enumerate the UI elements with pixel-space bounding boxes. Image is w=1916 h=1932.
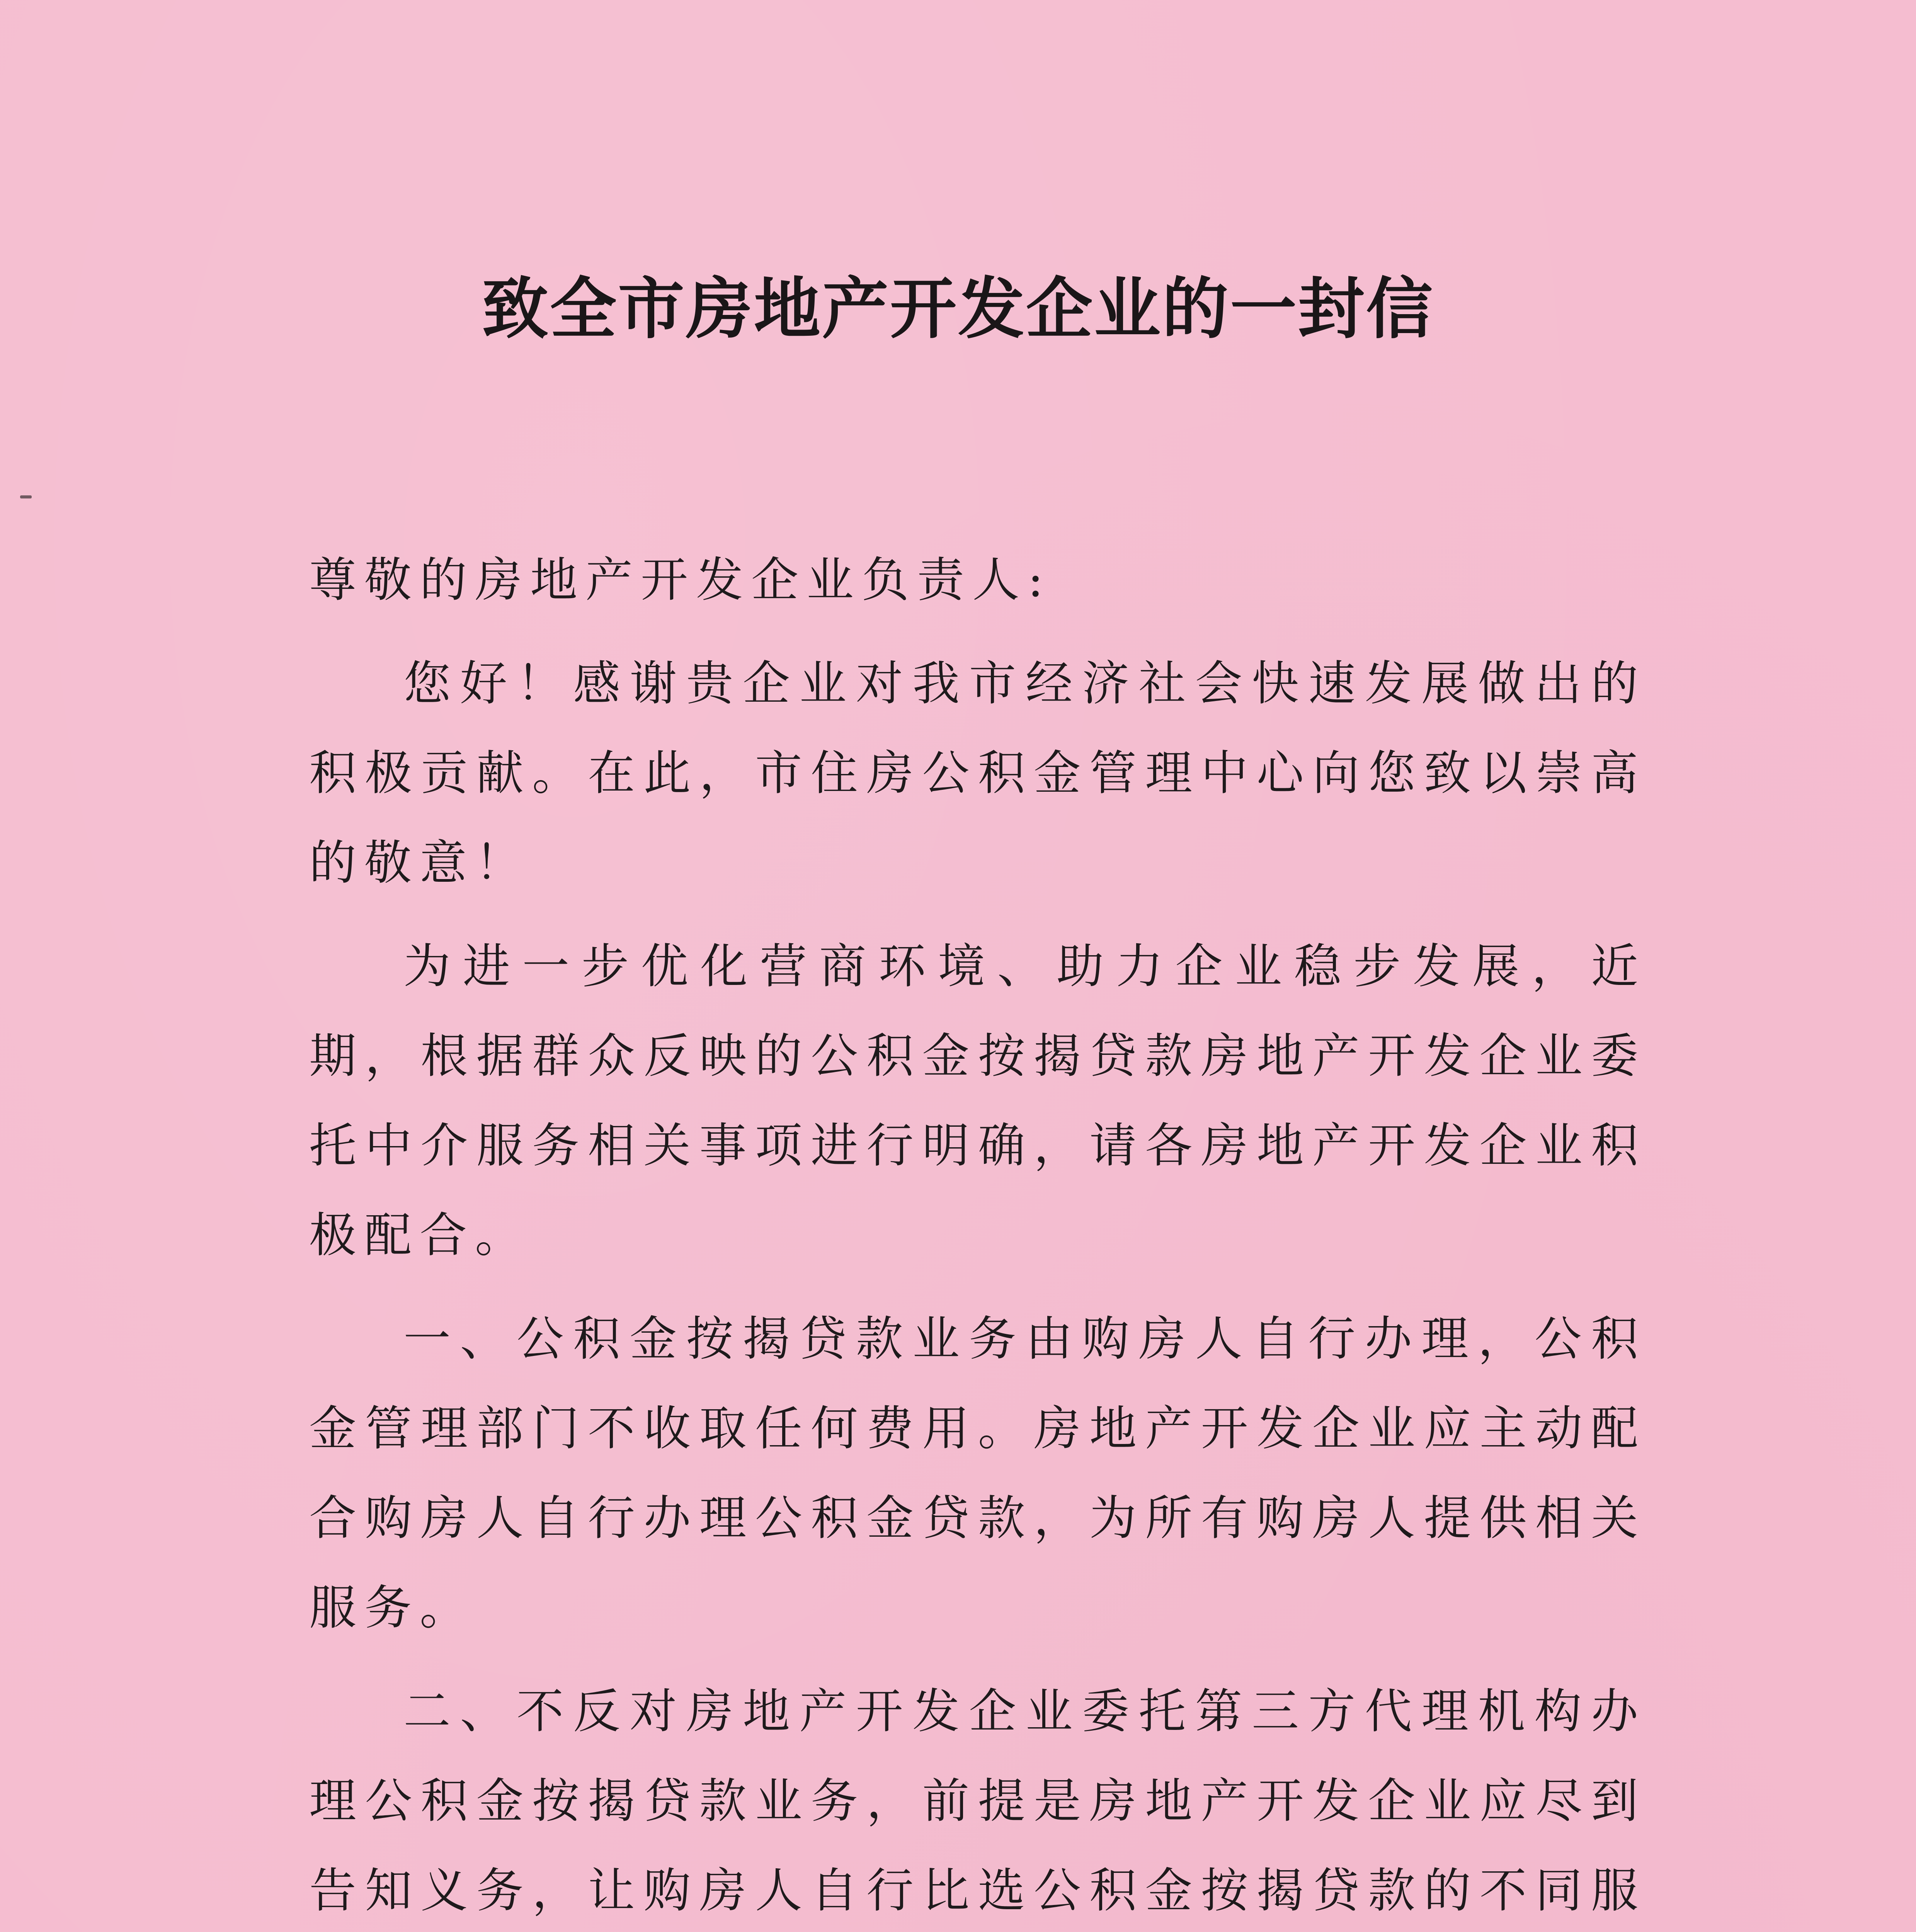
paragraph-item-2: 二、不反对房地产开发企业委托第三方代理机构办理公积金按揭贷款业务，前提是房地产开发企业应尽到告知义务，让购房人自行比选公积金按揭贷款的不同服 — [309, 1684, 1646, 1918]
letter-body — [309, 535, 1646, 1932]
salutation: 尊敬的房地产开发企业负责人: — [309, 553, 1052, 607]
scan-mark — [20, 495, 32, 498]
paragraph-item-1: 一、公积金按揭贷款业务由购房人自行办理，公积金管理部门不收取任何费用。房地产开发企业应主动配合购房人自行办理公积金贷款，为所有购房人提供相关服务。 — [309, 1311, 1646, 1635]
paragraph-intro: 为进一步优化营商环境、助力企业稳步发展，近期，根据群众反映的公积金按揭贷款房地产开发企业委托中介服务相关事项进行明确，请各房地产开发企业积极配合。 — [309, 939, 1646, 1263]
document-title: 致全市房地产开发企业的一封信 — [482, 270, 1434, 348]
paragraph-greeting: 您好！感谢贵企业对我市经济社会快速发展做出的积极贡献。在此，市住房公积金管理中心向您致以崇高的敬意！ — [309, 656, 1646, 890]
